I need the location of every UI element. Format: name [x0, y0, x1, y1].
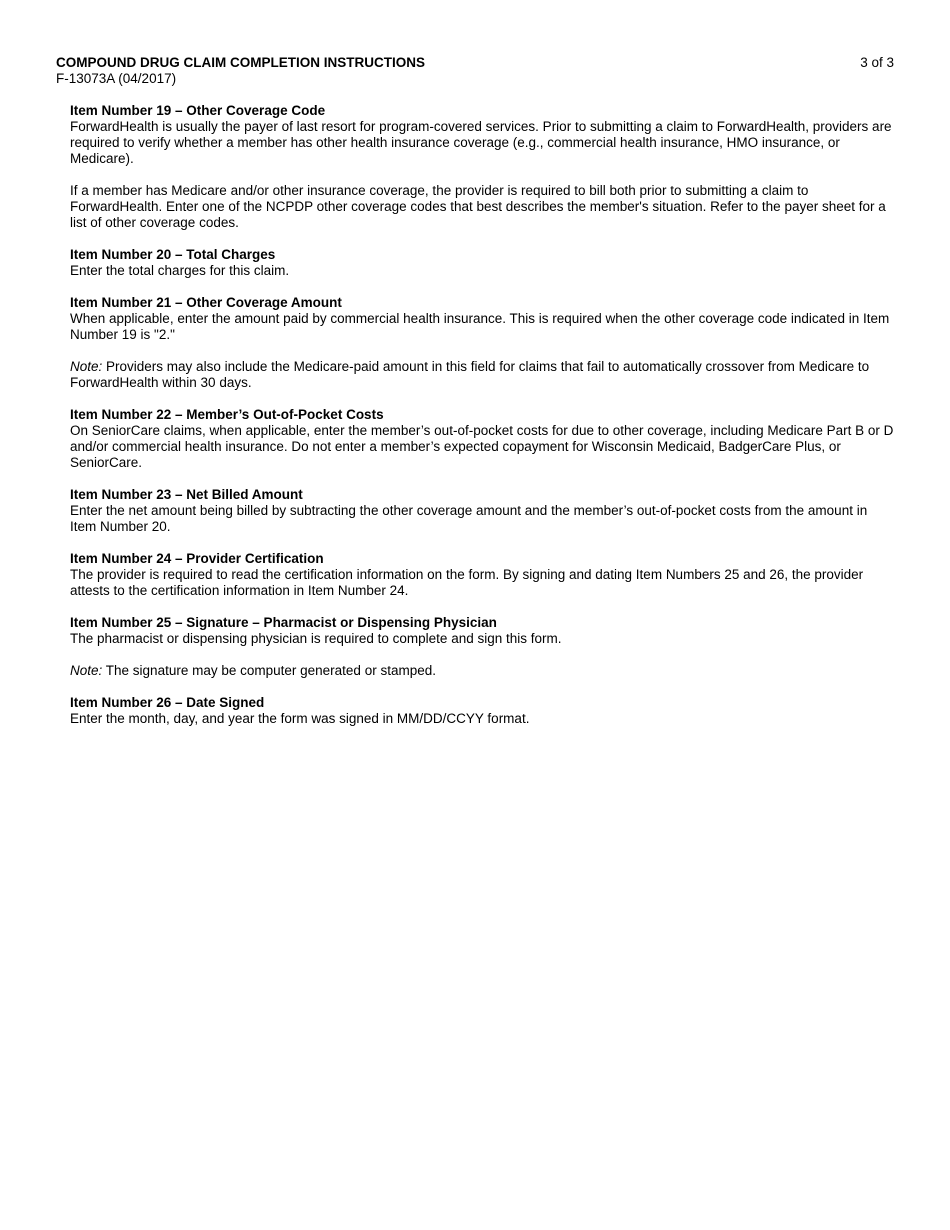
instruction-section	[70, 695, 896, 727]
section-heading: Item Number 25 – Signature – Pharmacist or Dispensing Physician	[70, 615, 497, 630]
note-paragraph	[70, 359, 896, 391]
section-heading: Item Number 23 – Net Billed Amount	[70, 487, 303, 502]
page-header	[56, 55, 894, 87]
section-paragraph	[70, 119, 896, 167]
section-heading: Item Number 22 – Member’s Out-of-Pocket Costs	[70, 407, 384, 422]
instructions-body	[70, 103, 896, 743]
section-paragraph	[70, 423, 896, 471]
paragraph-text: ForwardHealth is usually the payer of last resort for program-covered services. Prior to submitting a claim to ForwardHealth, providers are required to verify whether a member has other health insurance coverage (e.g., commercial health insurance, HMO insurance, or Medicare).	[70, 119, 892, 166]
paragraph-text: On SeniorCare claims, when applicable, enter the member’s out-of-pocket costs for due to other coverage, including Medicare Part B or D and/or commercial health insurance. Do not enter a member’s expected copayment for Wisconsin Medicaid, BadgerCare Plus, or SeniorCare.	[70, 423, 894, 470]
form-number: F-13073A (04/2017)	[56, 71, 177, 86]
instruction-section	[70, 103, 896, 231]
paragraph-text: If a member has Medicare and/or other insurance coverage, the provider is required to bill both prior to submitting a claim to ForwardHealth. Enter one of the NCPDP other coverage codes that best describes the member's situation. Refer to the payer sheet for a list of other coverage codes.	[70, 183, 886, 230]
section-paragraph	[70, 631, 896, 647]
document-title: COMPOUND DRUG CLAIM COMPLETION INSTRUCTIONS	[56, 55, 425, 70]
section-heading: Item Number 20 – Total Charges	[70, 247, 276, 262]
instruction-section	[70, 295, 896, 391]
section-paragraph	[70, 711, 896, 727]
note-label: Note:	[70, 359, 103, 374]
instruction-section	[70, 487, 896, 535]
section-paragraph	[70, 567, 896, 599]
instruction-section	[70, 551, 896, 599]
instruction-section	[70, 615, 896, 679]
paragraph-text: The provider is required to read the certification information on the form. By signing and dating Item Numbers 25 and 26, the provider attests to the certification information in Item Number 24.	[70, 567, 864, 598]
paragraph-text: Enter the net amount being billed by subtracting the other coverage amount and the member’s out-of-pocket costs from the amount in Item Number 20.	[70, 503, 868, 534]
section-heading: Item Number 24 – Provider Certification	[70, 551, 324, 566]
paragraph-text: Enter the month, day, and year the form was signed in MM/DD/CCYY format.	[70, 711, 530, 726]
paragraph-text: Providers may also include the Medicare-paid amount in this field for claims that fail to automatically crossover from Medicare to ForwardHealth within 30 days.	[70, 359, 870, 390]
page-indicator: 3 of 3	[860, 55, 894, 70]
paragraph-text: The signature may be computer generated or stamped.	[102, 663, 436, 678]
section-heading: Item Number 19 – Other Coverage Code	[70, 103, 326, 118]
section-paragraph	[70, 311, 896, 343]
instruction-section	[70, 407, 896, 471]
paragraph-text: When applicable, enter the amount paid by commercial health insurance. This is required when the other coverage code indicated in Item Number 19 is "2."	[70, 311, 890, 342]
section-paragraph	[70, 183, 896, 231]
note-paragraph	[70, 663, 896, 679]
section-paragraph	[70, 503, 896, 535]
paragraph-text: Enter the total charges for this claim.	[70, 263, 290, 278]
section-heading: Item Number 21 – Other Coverage Amount	[70, 295, 342, 310]
paragraph-text: The pharmacist or dispensing physician is required to complete and sign this form.	[70, 631, 562, 646]
instruction-section	[70, 247, 896, 279]
section-heading: Item Number 26 – Date Signed	[70, 695, 265, 710]
section-paragraph	[70, 263, 896, 279]
note-label: Note:	[70, 663, 103, 678]
